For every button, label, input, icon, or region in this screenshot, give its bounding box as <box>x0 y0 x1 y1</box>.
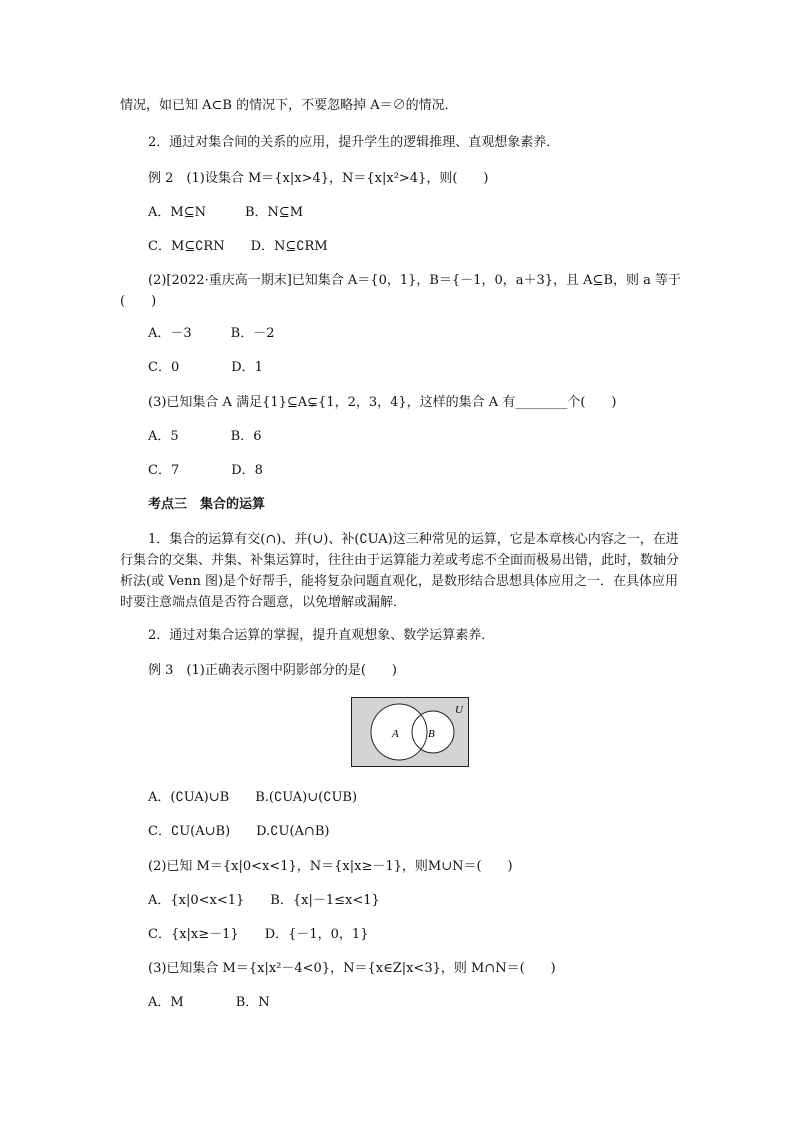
label-a: A <box>392 728 399 740</box>
example-3-q2: (2)已知 M＝{x|0<x<1}，N＝{x|x≥－1}，则M∪N＝( ) <box>148 859 513 874</box>
example-2-q2-paren: ( ) <box>120 294 157 309</box>
line-2: 2．通过对集合间的关系的应用，提升学生的逻辑推理、直观想象素养． <box>148 135 560 150</box>
example-3-q3: (3)已知集合 M＝{x|x²－4<0}，N＝{x∈Z|x<3}，则 M∩N＝( ) <box>148 961 556 976</box>
example-2-q3: (3)已知集合 A 满足{1}⊆A⊊{1，2，3，4}，这样的集合 A 有________个( ) <box>148 395 617 410</box>
section-paragraph-1: 1．集合的运算有交(∩)、并(∪)、补(∁UA)这三种常见的运算，它是本章核心内容之一，在进行集合的交集、并集、补集运算时，往往由于运算能力差或考虑不全面而极易出错，此时，数轴分析法(或 Venn 图)是个好帮手，能将复杂问题直观化，是数形结合思想具体应用之一．在具体应用时要注意端点值是否符合题意，以免增解或漏解． <box>120 532 680 610</box>
example-2-q1-options-ab: A．M⊆N B．N⊆M <box>148 205 304 220</box>
section-heading: 考点三 集合的运算 <box>148 497 266 512</box>
example-2-q3-options-ab: A．5 B．6 <box>148 429 262 444</box>
label-u: U <box>455 704 463 716</box>
example-2-q2-options-cd: C．0 D．1 <box>148 360 263 375</box>
example-2-q2-options-ab: A．－3 B．－2 <box>148 326 275 341</box>
example-2-q3-options-cd: C．7 D．8 <box>148 463 263 478</box>
section-point-2: 2．通过对集合运算的掌握，提升直观想象、数学运算素养． <box>148 628 495 643</box>
line-1: 情况，如已知 A⊂B 的情况下，不要忽略掉 A＝∅的情况． <box>120 98 458 113</box>
example-3-q2-options-cd: C．{x|x≥－1} D．{－1，0，1} <box>148 927 369 942</box>
example-2-q1-options-cd: C．M⊆∁RN D．N⊆∁RM <box>148 239 328 254</box>
example-2-q2: (2)[2022·重庆高一期末]已知集合 A＝{0，1}，B＝{－1，0，a＋3}，且 A⊆B，则 a 等于 <box>148 273 682 288</box>
venn-diagram <box>351 697 469 767</box>
label-b: B <box>428 728 435 740</box>
example-3-q1-options-cd: C．∁U(A∪B) D.∁U(A∩B) <box>148 824 330 839</box>
example-3-q1: 例 3 (1)正确表示图中阴影部分的是( ) <box>148 663 397 678</box>
example-2-q1: 例 2 (1)设集合 M＝{x|x>4}，N＝{x|x²>4}，则( ) <box>148 171 489 186</box>
example-3-q3-options-ab: A．M B．N <box>148 995 270 1010</box>
example-3-q2-options-ab: A．{x|0<x<1} B．{x|－1≤x<1} <box>148 893 380 908</box>
example-3-q1-options-ab: A．(∁UA)∪B B.(∁UA)∪(∁UB) <box>148 790 358 805</box>
